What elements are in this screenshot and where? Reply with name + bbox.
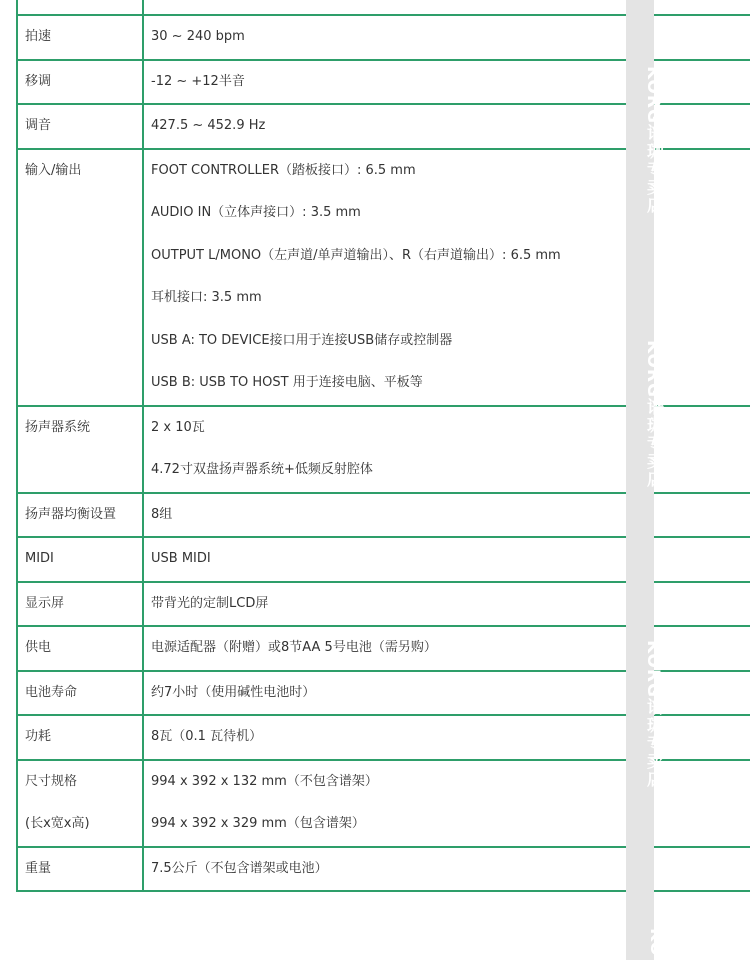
spec-value: USB B: USB TO HOST 用于连接电脑、平板等	[151, 375, 423, 391]
spec-label-cell	[17, 626, 143, 671]
watermark-text: KORG谱珈专卖店	[643, 66, 663, 214]
spec-value: 4.72寸双盘扬声器系统+低频反射腔体	[151, 462, 373, 478]
spec-value: USB MIDI	[151, 551, 211, 567]
spec-label-cell	[17, 847, 143, 892]
spec-label: 显示屏	[25, 595, 65, 611]
spec-value: OUTPUT L/MONO（左声道/单声道输出）、R（右声道输出）: 6.5 mm	[151, 247, 561, 263]
spec-label: 供电	[25, 640, 52, 656]
spec-label-cell	[17, 15, 143, 60]
spec-value-cell	[143, 493, 750, 538]
spec-label: 移调	[25, 73, 52, 89]
spec-value: 8组	[151, 506, 173, 522]
spec-label: 尺寸规格	[25, 773, 78, 789]
spec-value-cell	[143, 582, 750, 627]
spec-value: 约7小时（使用碱性电池时）	[151, 684, 316, 700]
watermark-text: KO	[646, 928, 666, 957]
spec-label: (长x宽x高)	[25, 816, 90, 832]
spec-label-cell	[17, 0, 143, 15]
spec-label: 功耗	[25, 729, 52, 745]
spec-value: 994 x 392 x 329 mm（包含谱架）	[151, 816, 365, 832]
spec-label-cell	[17, 406, 143, 493]
spec-label-cell	[17, 671, 143, 716]
spec-label: 输入/输出	[25, 162, 82, 178]
spec-value: FOOT CONTROLLER（踏板接口）: 6.5 mm	[151, 162, 416, 178]
spec-label: 重量	[25, 860, 52, 876]
spec-label-cell	[17, 715, 143, 760]
spec-value: AUDIO IN（立体声接口）: 3.5 mm	[151, 205, 361, 221]
spec-value: 427.5 ~ 452.9 Hz	[151, 118, 266, 134]
spec-label: 电池寿命	[25, 684, 78, 700]
spec-value-cell	[143, 537, 750, 582]
spec-value: 电源适配器（附赠）或8节AA 5号电池（需另购）	[151, 640, 437, 656]
watermark-text: KORG谱珈专卖店	[643, 640, 663, 788]
spec-label-cell	[17, 493, 143, 538]
spec-label: 扬声器系统	[25, 419, 91, 435]
spec-value: 耳机接口: 3.5 mm	[151, 290, 262, 306]
spec-value-cell	[143, 0, 750, 15]
watermark-text: KORG谱珈专卖店	[643, 340, 663, 488]
spec-label-cell	[17, 149, 143, 406]
spec-label-cell	[17, 582, 143, 627]
spec-value: 994 x 392 x 132 mm（不包含谱架）	[151, 773, 378, 789]
spec-label-cell	[17, 60, 143, 105]
spec-value: -12 ~ +12半音	[151, 73, 245, 89]
spec-value: 2 x 10瓦	[151, 419, 205, 435]
spec-label-cell	[17, 104, 143, 149]
spec-value: 30 ~ 240 bpm	[151, 29, 245, 45]
spec-value-cell	[143, 847, 750, 892]
spec-label-cell	[17, 537, 143, 582]
spec-label: 调音	[25, 118, 52, 134]
spec-label: 扬声器均衡设置	[25, 506, 117, 522]
spec-value-cell	[143, 15, 750, 60]
spec-value: 带背光的定制LCD屏	[151, 595, 269, 611]
spec-value: 7.5公斤（不包含谱架或电池）	[151, 860, 328, 876]
spec-value: USB A: TO DEVICE接口用于连接USB储存或控制器	[151, 332, 453, 348]
spec-label: 拍速	[25, 29, 52, 45]
spec-label: MIDI	[25, 551, 54, 567]
spec-value: 8瓦（0.1 瓦待机）	[151, 729, 263, 745]
spec-label-cell	[17, 760, 143, 847]
